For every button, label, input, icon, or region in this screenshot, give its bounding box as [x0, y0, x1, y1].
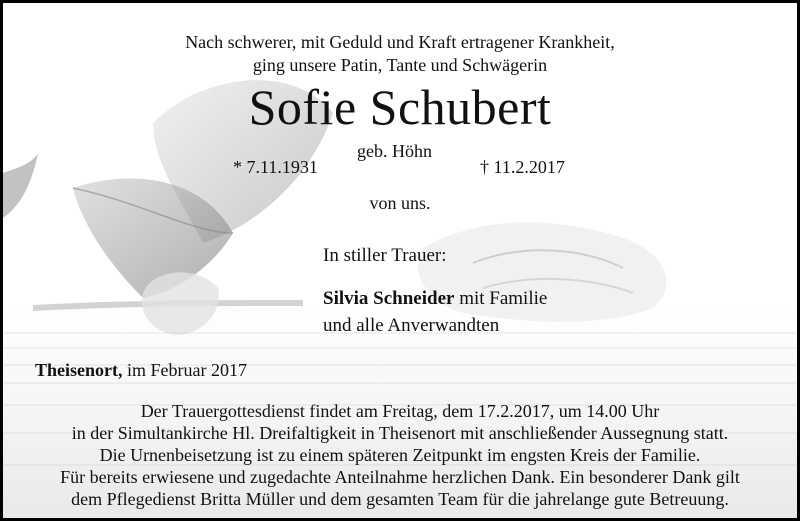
- date-text: im Februar 2017: [122, 360, 247, 380]
- intro-line-2: ging unsere Patin, Tante und Schwägerin: [252, 55, 548, 75]
- mourning-heading: In stiller Trauer:: [323, 245, 447, 266]
- intro-line-1: Nach schwerer, mit Geduld und Kraft ertragener Krankheit,: [185, 32, 615, 52]
- birth-date: * 7.11.1931: [233, 157, 318, 177]
- mourner-primary-suffix: mit Familie: [454, 288, 548, 309]
- von-uns-text: von uns.: [369, 193, 431, 213]
- place-name: Theisenort,: [35, 360, 123, 380]
- service-line: in der Simultankirche Hl. Dreifaltigkeit in Theisenort mit anschließender Aussegnung statt.: [71, 423, 729, 443]
- deceased-name: Sofie Schubert: [248, 79, 552, 135]
- birth-name: geb. Höhn: [357, 141, 432, 161]
- service-line: Der Trauergottesdienst findet am Freitag, dem 17.2.2017, um 14.00 Uhr: [140, 401, 660, 421]
- mourner-primary-name: Silvia Schneider: [323, 288, 455, 309]
- mourner-primary: [323, 288, 547, 310]
- service-line: Die Urnenbeisetzung ist zu einem späteren Zeitpunkt im engsten Kreis der Familie.: [99, 445, 701, 465]
- service-line: Für bereits erwiesene und zugedachte Anteilnahme herzlichen Dank. Ein besonderer Dank gilt: [60, 467, 740, 487]
- service-notice: [3, 400, 797, 510]
- service-line: dem Pflegedienst Britta Müller und dem gesamten Team für die jahrelange gute Betreuung.: [71, 489, 729, 509]
- mourner-others: und alle Anverwandten: [323, 315, 500, 336]
- death-date: † 11.2.2017: [480, 157, 565, 177]
- intro-text: [3, 31, 797, 77]
- place-date: [35, 360, 247, 381]
